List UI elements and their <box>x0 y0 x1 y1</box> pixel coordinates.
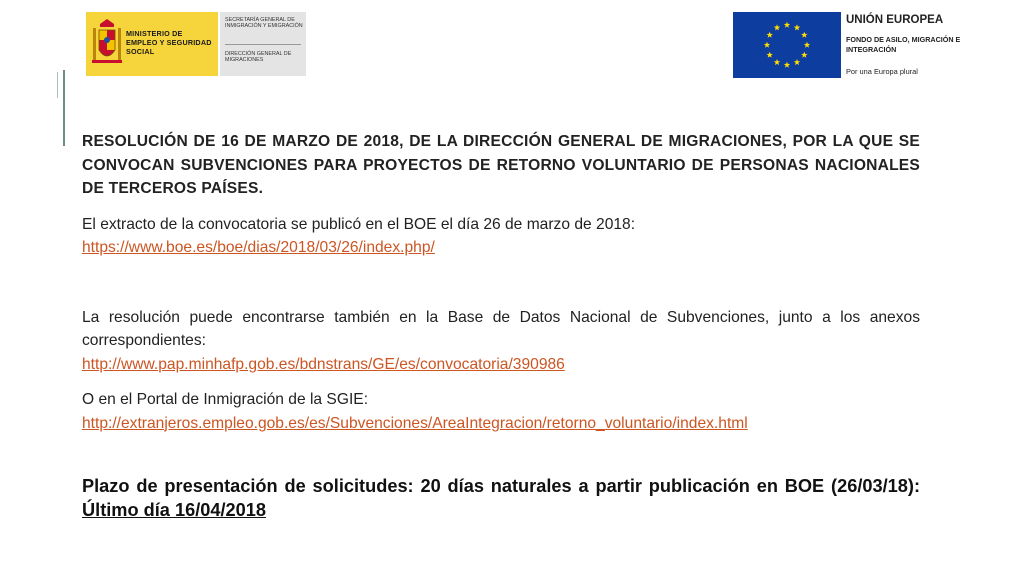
coat-of-arms-icon <box>92 18 122 70</box>
directorate-name: DIRECCIÓN GENERAL DE MIGRACIONES <box>225 51 292 64</box>
decorative-line-thin <box>57 72 58 98</box>
boe-link[interactable]: https://www.boe.es/boe/dias/2018/03/26/index.php/ <box>82 239 435 256</box>
deadline-text: Plazo de presentación de solicitudes: 20 días naturales a partir publicación en BOE (26/03/18): <box>82 476 920 496</box>
ministry-logo-grey-panel <box>220 12 306 76</box>
extract-section <box>82 213 920 260</box>
document-body <box>82 130 920 435</box>
eu-slogan: Por una Europa plural <box>846 67 918 76</box>
portal-section <box>82 388 920 435</box>
resolution-title: RESOLUCIÓN DE 16 DE MARZO DE 2018, DE LA DIRECCIÓN GENERAL DE MIGRACIONES, POR LA QUE SE CONVOCAN SUBVENCIONES PARA PROYECTOS DE RETORNO VOLUNTARIO DE PERSONAS NACIONALES DE TERCEROS PAÍSES. <box>82 133 920 197</box>
eu-title: UNIÓN EUROPEA <box>846 14 944 26</box>
resolution-section <box>82 306 920 377</box>
ministry-logo-yellow-panel <box>86 12 218 76</box>
deadline-notice <box>82 475 920 522</box>
secretariat-name: SECRETARÍA GENERAL DE INMIGRACIÓN Y EMIGRACIÓN <box>225 17 303 30</box>
extract-text: El extracto de la convocatoria se publicó en el BOE el día 26 de marzo de 2018: <box>82 215 636 233</box>
ministry-logo <box>86 12 306 76</box>
eu-flag-icon <box>733 12 841 78</box>
bdns-link[interactable]: http://www.pap.minhafp.gob.es/bdnstrans/GE/es/convocatoria/390986 <box>82 355 565 373</box>
ministry-name: MINISTERIO DE EMPLEO Y SEGURIDAD SOCIAL <box>126 29 212 56</box>
portal-text: O en el Portal de Inmigración de la SGIE: <box>82 391 369 408</box>
logo-divider <box>225 44 301 45</box>
resolution-text: La resolución puede encontrarse también en la Base de Datos Nacional de Subvenciones, junto a los anexos correspondientes: <box>82 308 920 349</box>
eu-fund-name: FONDO DE ASILO, MIGRACIÓN E INTEGRACIÓN <box>846 35 961 54</box>
deadline-last-day: Último día 16/04/2018 <box>82 499 266 520</box>
eu-logo <box>733 12 963 78</box>
sgie-portal-link[interactable]: http://extranjeros.empleo.gob.es/es/Subvenciones/AreaIntegracion/retorno_voluntario/index.html <box>82 414 748 432</box>
decorative-line <box>63 70 65 146</box>
